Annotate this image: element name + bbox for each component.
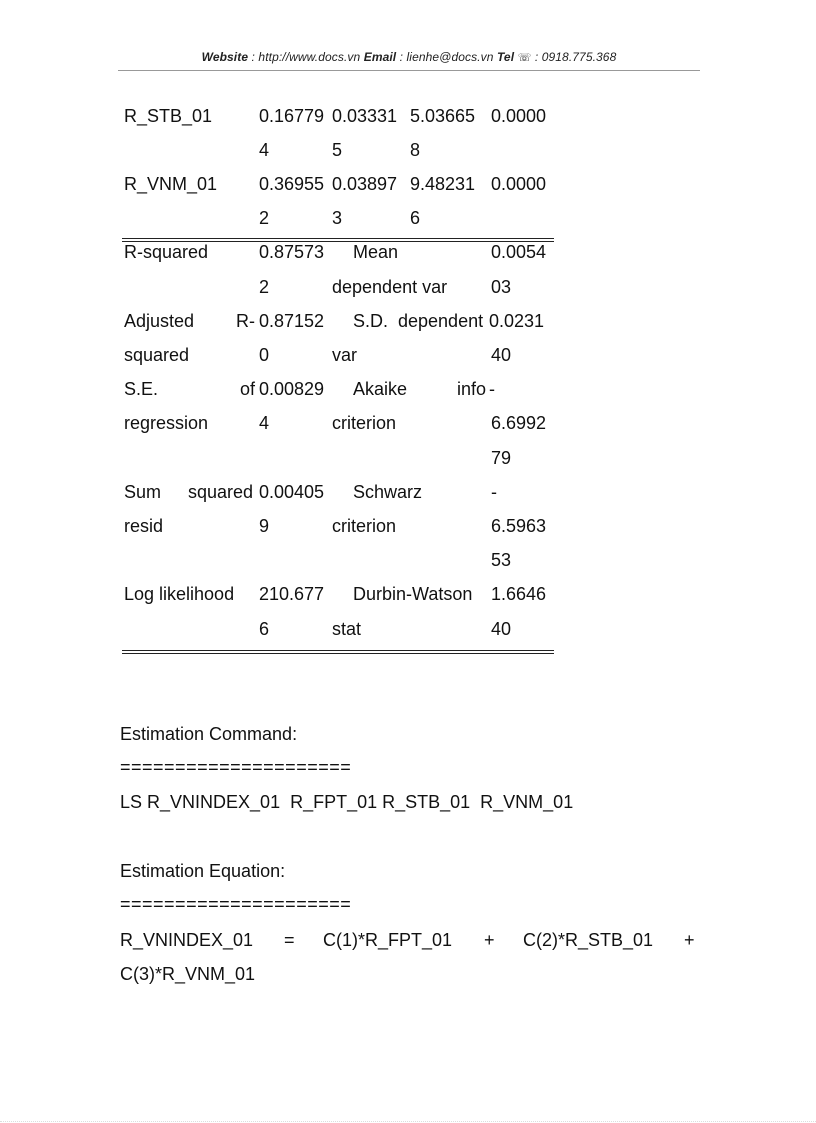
table-double-rule-top <box>122 238 554 239</box>
stat-sd-label-1: S.D. <box>353 311 389 331</box>
phone-icon: ☏ <box>517 52 532 64</box>
equation-plus-2: + <box>684 930 695 950</box>
stat-ssr-label-1: Sum <box>124 482 162 502</box>
stat-loglik-label: Log likelihood <box>124 584 235 604</box>
stat-akaike-label-cont: criterion <box>332 413 397 433</box>
stat-schwarz-value-cont: 6.5963 <box>491 516 547 536</box>
coef-row-2-coef-cont: 2 <box>259 208 270 228</box>
stat-mean-label: Mean <box>353 242 399 262</box>
stat-se-value: 0.00829 <box>259 379 325 399</box>
coef-row-1-se: 0.03331 <box>332 106 398 126</box>
stat-dw-value-cont: 40 <box>491 619 512 639</box>
coef-row-1-p: 0.0000 <box>491 106 547 126</box>
stat-schwarz-value: - <box>491 482 497 502</box>
equation-lhs: R_VNINDEX_01 <box>120 930 254 950</box>
stat-se-label-2: of <box>240 379 256 399</box>
coef-row-2-coef: 0.36955 <box>259 174 325 194</box>
stat-schwarz-label-cont: criterion <box>332 516 397 536</box>
header-divider <box>118 70 700 71</box>
coef-row-2-name: R_VNM_01 <box>124 174 218 194</box>
stat-schwarz-label: Schwarz <box>353 482 423 502</box>
stat-loglik-value-cont: 6 <box>259 619 270 639</box>
coef-row-2-se: 0.03897 <box>332 174 398 194</box>
coef-row-2-t-cont: 6 <box>410 208 421 228</box>
table-double-rule-bottom-2 <box>122 653 554 654</box>
stat-akaike-label-1: Akaike <box>353 379 408 399</box>
stat-adj-label-1: Adjusted <box>124 311 195 331</box>
stat-mean-value: 0.0054 <box>491 242 547 262</box>
estimation-command-separator: ===================== <box>120 757 352 777</box>
stat-sd-value: 0.0231 <box>489 311 545 331</box>
stat-akaike-value-cont-2: 79 <box>491 448 512 468</box>
coef-row-2-se-cont: 3 <box>332 208 343 228</box>
stat-mean-label-cont: dependent var <box>332 277 448 297</box>
estimation-command-heading: Estimation Command: <box>120 724 298 744</box>
coef-row-2-t: 9.48231 <box>410 174 476 194</box>
stat-ssr-value: 0.00405 <box>259 482 325 502</box>
stat-mean-value-cont: 03 <box>491 277 512 297</box>
stat-se-label-cont: regression <box>124 413 209 433</box>
estimation-command: LS R_VNINDEX_01 R_FPT_01 R_STB_01 R_VNM_01 <box>120 792 574 812</box>
stat-loglik-value: 210.677 <box>259 584 325 604</box>
stat-ssr-label-2: squared <box>188 482 254 502</box>
stat-adj-value-cont: 0 <box>259 345 270 365</box>
footer-divider <box>0 1121 816 1122</box>
coef-row-1-t-cont: 8 <box>410 140 421 160</box>
equation-term-1: C(1)*R_FPT_01 <box>323 930 453 950</box>
stat-dw-label: Durbin-Watson <box>353 584 473 604</box>
stat-rsquared-value-cont: 2 <box>259 277 270 297</box>
stat-sd-value-cont: 40 <box>491 345 512 365</box>
stat-dw-value: 1.6646 <box>491 584 547 604</box>
coef-row-1-se-cont: 5 <box>332 140 343 160</box>
stat-sd-label-cont: var <box>332 345 358 365</box>
stat-adj-value: 0.87152 <box>259 311 325 331</box>
stat-dw-label-cont: stat <box>332 619 362 639</box>
coef-row-2-p: 0.0000 <box>491 174 547 194</box>
stat-akaike-label-2: info <box>457 379 487 399</box>
equation-term-2: C(2)*R_STB_01 <box>523 930 654 950</box>
page-header <box>118 50 700 64</box>
estimation-equation-heading: Estimation Equation: <box>120 861 286 881</box>
stat-rsquared-label: R-squared <box>124 242 209 262</box>
coef-row-1-coef-cont: 4 <box>259 140 270 160</box>
stat-akaike-value-cont: 6.6992 <box>491 413 547 433</box>
coef-row-1-name: R_STB_01 <box>124 106 213 126</box>
stat-akaike-value: - <box>489 379 495 399</box>
website-label: Website <box>201 50 249 64</box>
stat-se-value-cont: 4 <box>259 413 270 433</box>
equation-equals: = <box>284 930 295 950</box>
coef-row-1-t: 5.03665 <box>410 106 476 126</box>
estimation-equation-separator: ===================== <box>120 894 352 914</box>
stat-schwarz-value-cont-2: 53 <box>491 550 512 570</box>
tel-label: Tel <box>496 50 515 64</box>
stat-ssr-value-cont: 9 <box>259 516 270 536</box>
coef-row-1-coef: 0.16779 <box>259 106 325 126</box>
tel-value: : 0918.775.368 <box>531 50 617 64</box>
email-link[interactable]: : lienhe@docs.vn <box>396 50 497 64</box>
stat-se-label-1: S.E. <box>124 379 159 399</box>
table-double-rule-bottom <box>122 650 554 651</box>
website-link[interactable]: : http://www.docs.vn <box>248 50 364 64</box>
equation-line-2: C(3)*R_VNM_01 <box>120 964 256 984</box>
stat-adj-label-cont: squared <box>124 345 190 365</box>
equation-plus-1: + <box>484 930 495 950</box>
stat-sd-label-2: dependent <box>398 311 484 331</box>
stat-ssr-label-cont: resid <box>124 516 164 536</box>
email-label: Email <box>363 50 397 64</box>
stat-rsquared-value: 0.87573 <box>259 242 325 262</box>
stat-adj-label-2: R- <box>236 311 255 331</box>
